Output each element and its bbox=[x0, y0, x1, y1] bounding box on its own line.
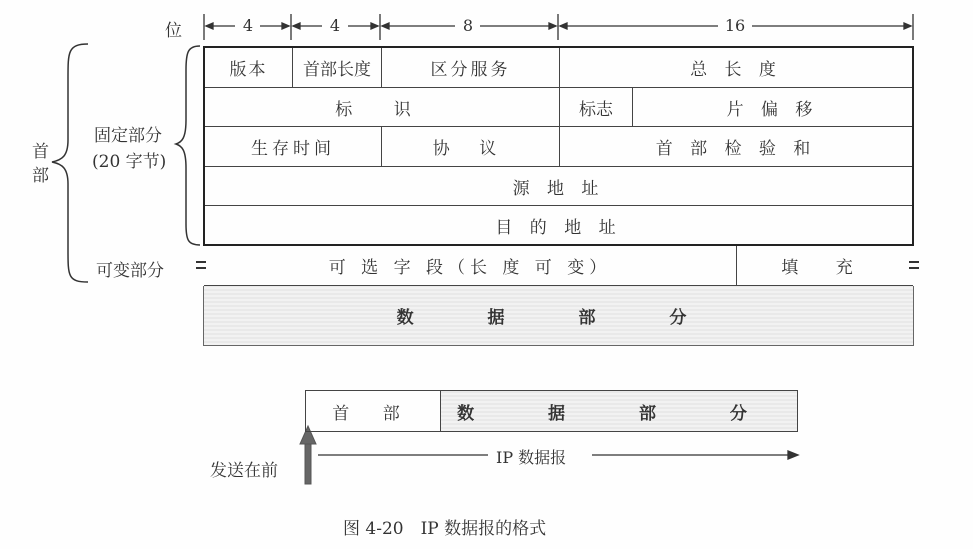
field-flags: 标志 bbox=[559, 88, 632, 127]
variable-part-row bbox=[204, 246, 913, 286]
send-first-label: 发送在前 bbox=[210, 461, 278, 481]
field-total-length: 总 长 度 bbox=[559, 48, 912, 88]
field-source-address: 源 地 址 bbox=[205, 167, 912, 206]
fixed-header-table bbox=[203, 46, 914, 246]
bit-width-service: 8 bbox=[459, 16, 477, 35]
bit-width-version: 4 bbox=[239, 16, 257, 35]
field-protocol: 协 议 bbox=[381, 127, 559, 167]
figure-caption: 图 4-20 IP 数据报的格式 bbox=[343, 519, 547, 539]
bit-width-total-length: 16 bbox=[721, 16, 749, 35]
field-options: 可 选 字 段（长 度 可 变） bbox=[328, 258, 612, 278]
datagram-data: 数 据 部 分 bbox=[440, 391, 797, 431]
bit-width-header-length: 4 bbox=[326, 16, 344, 35]
variable-part-label: 可变部分 bbox=[96, 261, 164, 281]
field-version: 版本 bbox=[205, 48, 292, 88]
field-time-to-live: 生存时间 bbox=[205, 127, 381, 167]
bit-label: 位 bbox=[165, 21, 182, 41]
field-padding: 填 充 bbox=[736, 246, 913, 285]
field-header-checksum: 首 部 检 验 和 bbox=[559, 127, 912, 167]
field-fragment-offset: 片 偏 移 bbox=[632, 88, 912, 127]
fixed-part-label: 固定部分 bbox=[94, 126, 162, 146]
field-destination-address: 目 的 地 址 bbox=[495, 217, 622, 238]
datagram-box bbox=[305, 390, 798, 432]
field-differentiated-services: 区分服务 bbox=[381, 48, 559, 88]
ip-datagram-label: IP 数据报 bbox=[496, 448, 567, 467]
data-part: 数 据 部 分 bbox=[203, 286, 914, 346]
fixed-part-size: (20 字节) bbox=[92, 152, 167, 172]
field-header-length: 首部长度 bbox=[292, 48, 381, 88]
datagram-header: 首 部 bbox=[332, 403, 414, 424]
header-brace-label: 首 部 bbox=[32, 142, 49, 186]
field-identification: 标 识 bbox=[205, 88, 559, 127]
